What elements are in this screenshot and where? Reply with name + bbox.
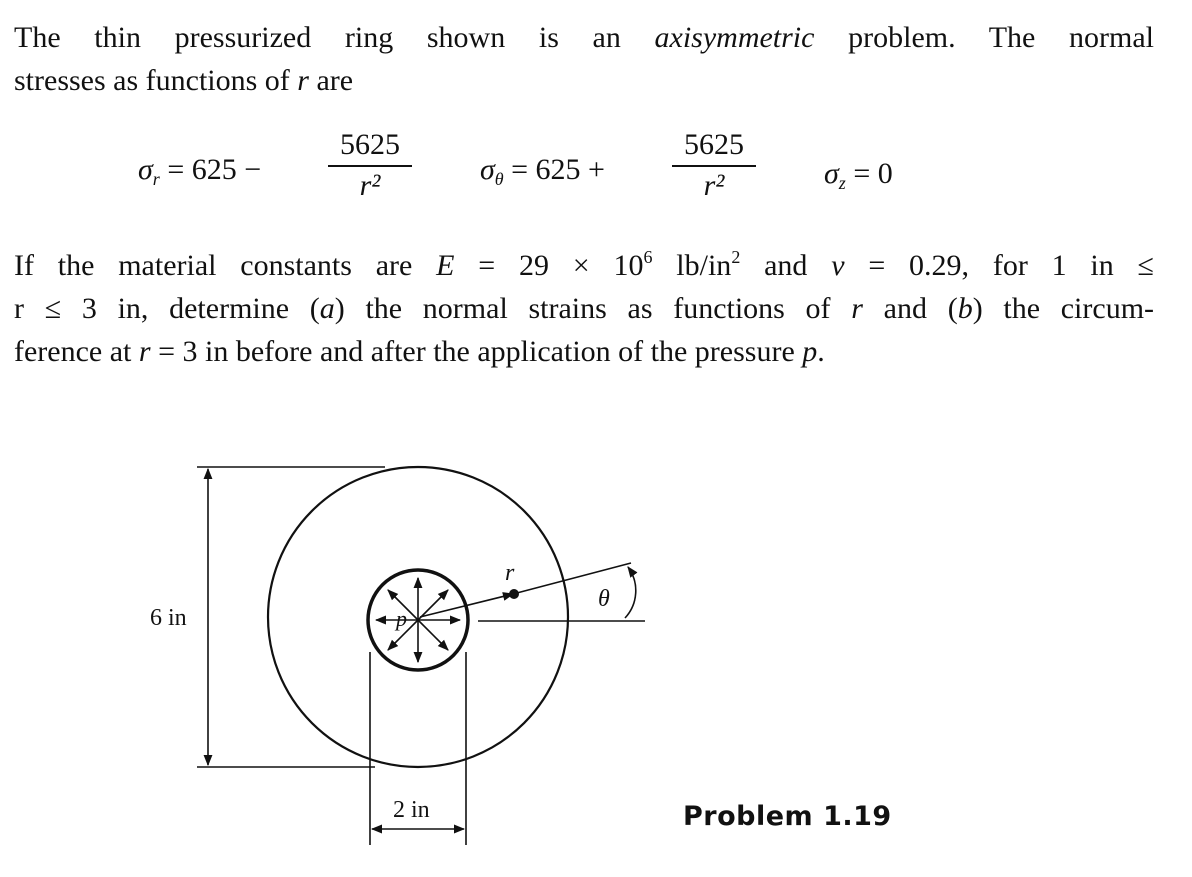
sigma-symbol: σ <box>138 153 153 186</box>
diameter-label: 2 in <box>393 797 430 823</box>
sigma-symbol: σ <box>480 153 495 186</box>
sigma-symbol: σ <box>824 157 839 190</box>
radius-label: r <box>505 560 515 586</box>
radius-variable: r <box>851 292 863 325</box>
angle-ray <box>513 563 631 594</box>
intro-text: are <box>316 64 354 97</box>
theta-label: θ <box>598 586 610 612</box>
fraction-denominator: r² <box>703 168 725 202</box>
problem-text: ) the circum- <box>972 292 1155 325</box>
poisson-symbol: ν <box>831 249 845 282</box>
problem-text: = 29 × 10 <box>478 249 644 282</box>
exponent: 2 <box>731 247 741 267</box>
intro-variable: r <box>297 64 309 97</box>
sigma-subscript: z <box>838 173 846 193</box>
part-label: b <box>957 292 973 325</box>
pressure-arrow <box>418 590 448 620</box>
problem-text: If the material constants are <box>14 249 413 282</box>
problem-caption: Problem 1.19 <box>683 801 892 832</box>
problem-text: and <box>740 249 808 282</box>
modulus-symbol: E <box>436 249 455 282</box>
problem-text: r ≤ 3 in, determine ( <box>14 292 320 325</box>
pressure-arrow <box>418 620 448 650</box>
fraction-numerator: 5625 <box>340 128 400 161</box>
intro-text: stresses as functions of <box>14 64 290 97</box>
problem-text: lb/in <box>652 249 732 282</box>
height-label: 6 in <box>150 605 187 631</box>
radius-variable: r <box>138 335 151 368</box>
pressure-variable: p <box>802 335 818 368</box>
fraction-denominator: r² <box>359 168 381 202</box>
problem-text: ference at <box>14 335 132 368</box>
intro-emphasis: axisymmetric <box>654 21 815 54</box>
problem-text: = 0.29, for 1 in ≤ <box>868 249 1155 282</box>
problem-text: ) the normal strains as functions of <box>334 292 831 325</box>
intro-text: problem. The normal <box>848 21 1154 54</box>
equation-constant: = 625 − <box>167 153 262 186</box>
exponent: 6 <box>643 247 653 267</box>
problem-text: . <box>817 335 825 368</box>
equation-constant: = 625 + <box>511 153 605 186</box>
sigma-subscript: r <box>152 169 160 189</box>
radius-point <box>509 589 519 599</box>
fraction-numerator: 5625 <box>684 128 744 161</box>
theta-arc <box>625 567 636 618</box>
pressure-label: p <box>396 606 407 631</box>
intro-text: The thin pressurized ring shown is an <box>14 21 621 54</box>
part-label: a <box>319 292 335 325</box>
problem-text: = 3 in before and after the application of the pressure <box>158 335 795 368</box>
equation-rhs: = 0 <box>853 157 893 190</box>
problem-text: and ( <box>883 292 958 325</box>
sigma-subscript: θ <box>494 169 504 189</box>
